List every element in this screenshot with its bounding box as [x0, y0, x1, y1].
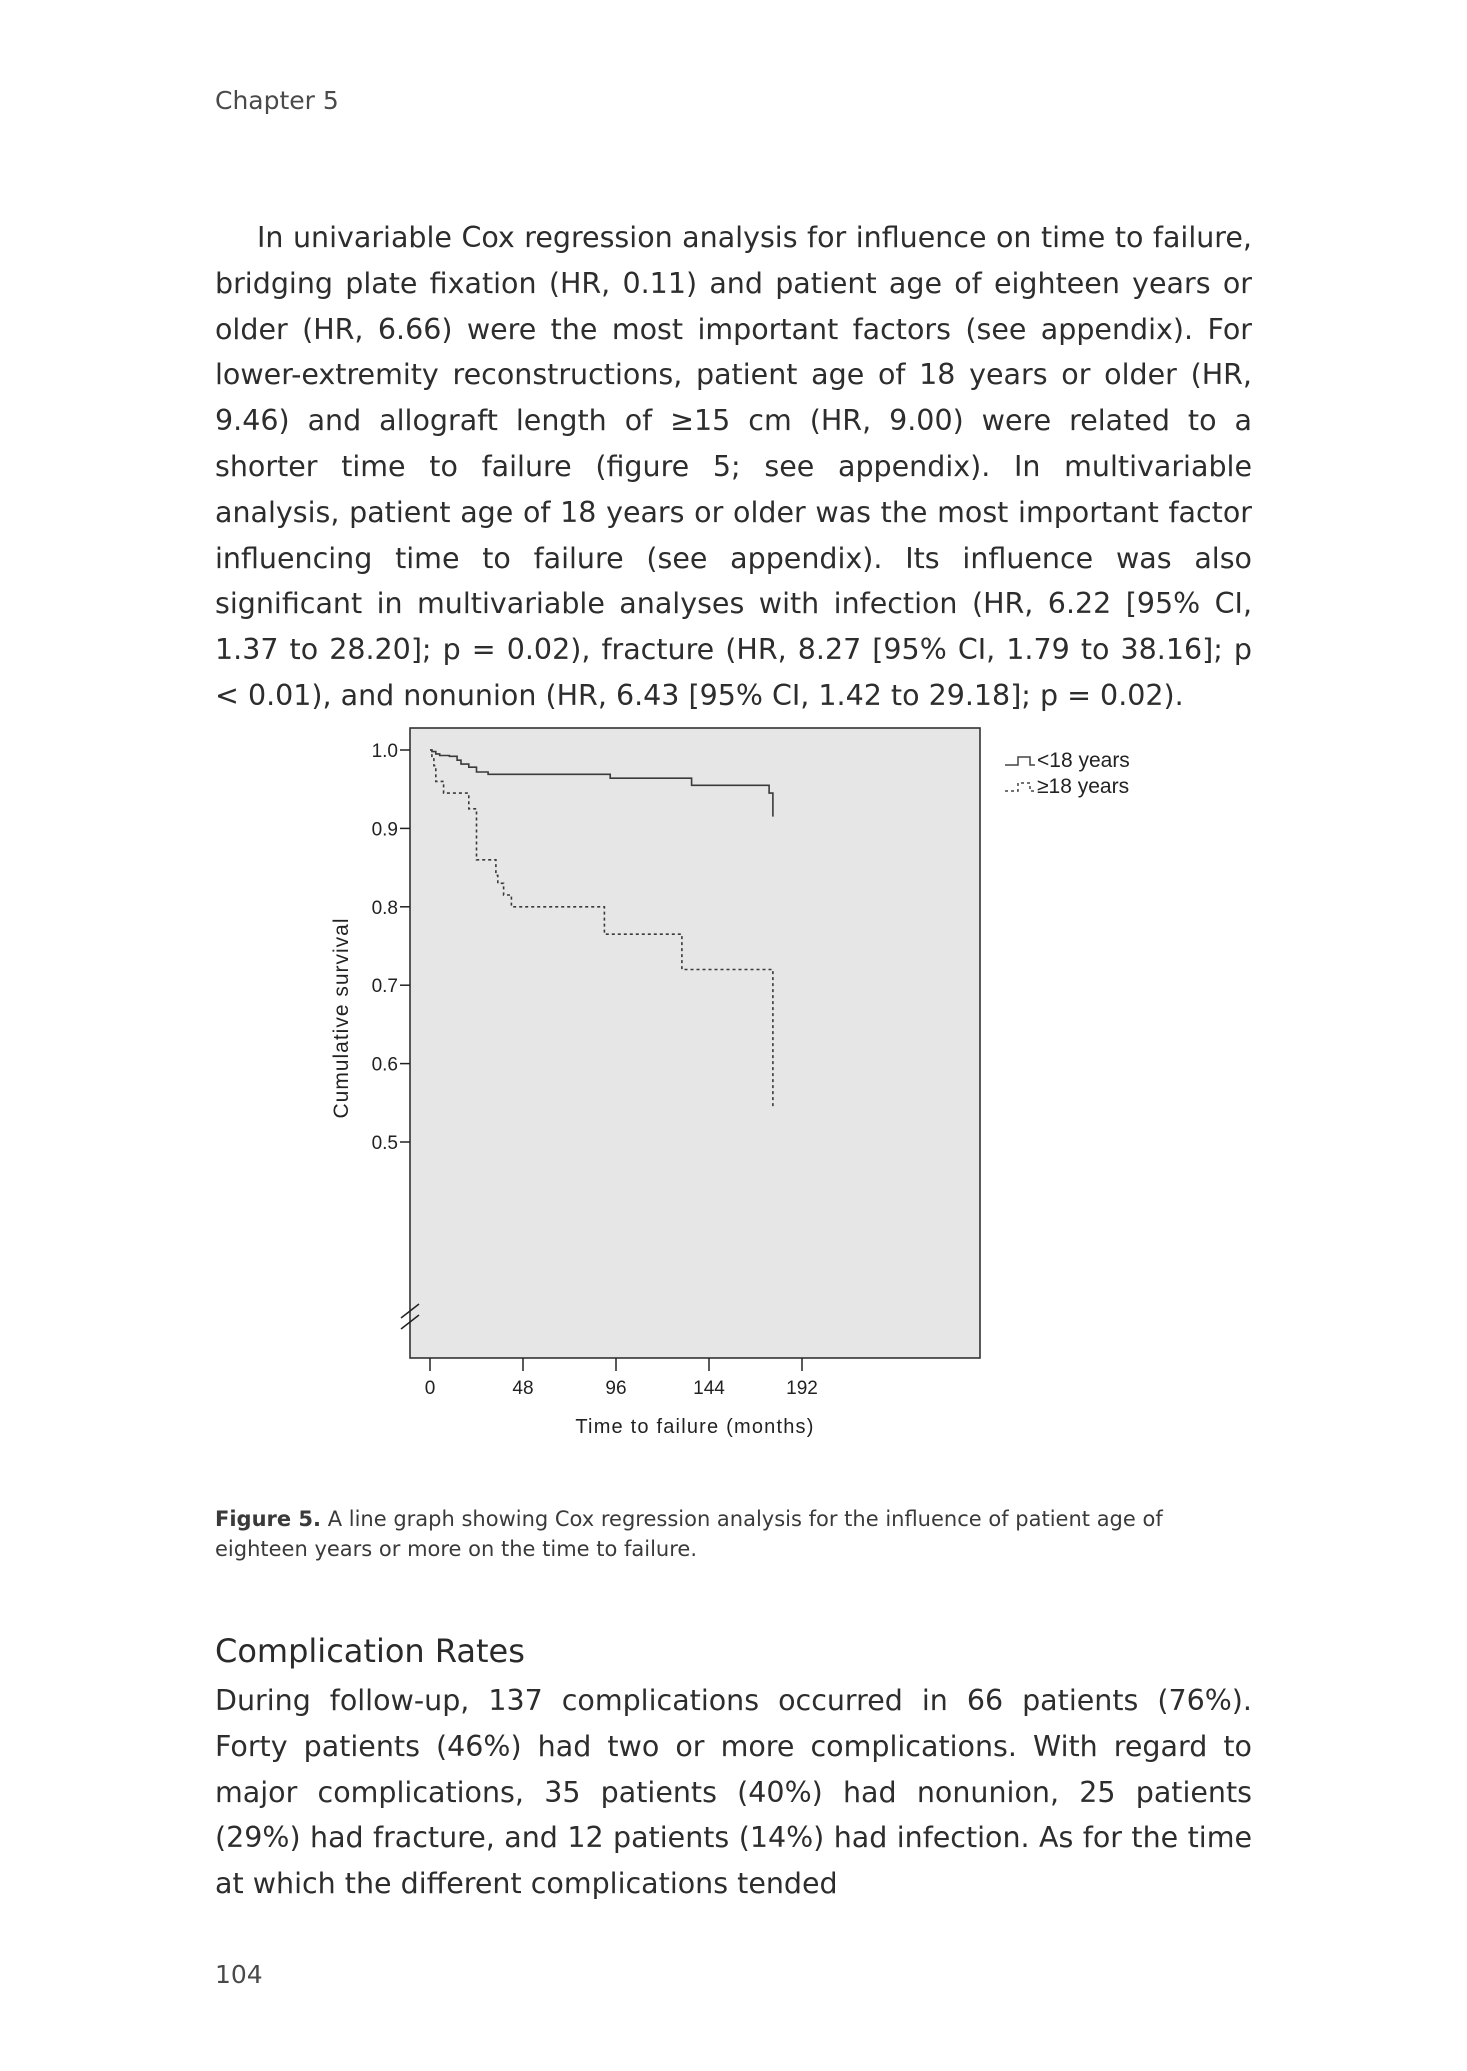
body-paragraph: In univariable Cox regression analysis for influence on time to failure, bridging plate fixation (HR, 0.11) and patient age of eighteen years or older (HR, 6.66) were the most important factors (see appendix). For lower-extremity reconstructions, patient age of 18 years or older (HR, 9.46) and allograft length of ≥15 cm (HR, 9.00) were related to a shorter time to failure (figure 5; see appendix). In multivariable analysis, patient age of 18 years or older was the most important factor influencing time to failure (see appendix). Its influence was also significant in multivariable analyses with infection (HR, 6.22 [95% CI, 1.37 to 28.20]; p = 0.02), fracture (HR, 8.27 [95% CI, 1.79 to 38.16]; p < 0.01), and nonunion (HR, 6.43 [95% CI, 1.42 to 29.18]; p = 0.02). [215, 221, 1252, 712]
y-axis-label: Cumulative survival [330, 917, 353, 1119]
legend-item-under-18 [1005, 749, 1130, 772]
x-tick-label: 144 [693, 1378, 725, 1399]
plot-area [410, 728, 980, 1358]
caption-text: A line graph showing Cox regression analysis for the influence of patient age of eighteen years or more on the time to failure. [215, 1507, 1163, 1561]
body-paragraph-2: During follow-up, 137 complications occurred in 66 patients (76%). Forty patients (46%) had two or more complications. With regard to major complications, 35 patients (40%) had nonunion, 25 patients (29%) had fracture, and 12 patients (14%) had infection. As for the time at which the different complications tended [215, 1684, 1252, 1901]
x-tick-label: 96 [605, 1378, 627, 1399]
legend-item-18-plus [1005, 775, 1129, 798]
y-tick-label: 0.9 [371, 819, 398, 841]
y-tick-label: 1.0 [371, 741, 398, 762]
page-number: 104 [215, 1960, 263, 1989]
x-axis-label: Time to failure (months) [575, 1416, 815, 1438]
x-tick-label: 0 [424, 1378, 436, 1399]
section-heading: Complication Rates [215, 1632, 525, 1670]
y-tick-label: 0.6 [371, 1054, 398, 1076]
y-tick-label: 0.5 [371, 1133, 398, 1154]
legend-label-18-plus: ≥18 years [1037, 775, 1130, 798]
caption-label: Figure 5. [215, 1507, 322, 1531]
y-tick-label: 0.8 [371, 897, 398, 919]
x-tick-label: 192 [786, 1378, 818, 1399]
figure-5 [300, 715, 1160, 1455]
km-chart [300, 715, 1160, 1455]
x-tick-label: 48 [512, 1378, 534, 1399]
y-tick-label: 0.7 [371, 976, 398, 998]
legend-label-under-18: <18 years [1037, 749, 1130, 772]
running-head: Chapter 5 [215, 86, 339, 115]
figure-caption [215, 1504, 1252, 1564]
legend [1005, 749, 1130, 798]
